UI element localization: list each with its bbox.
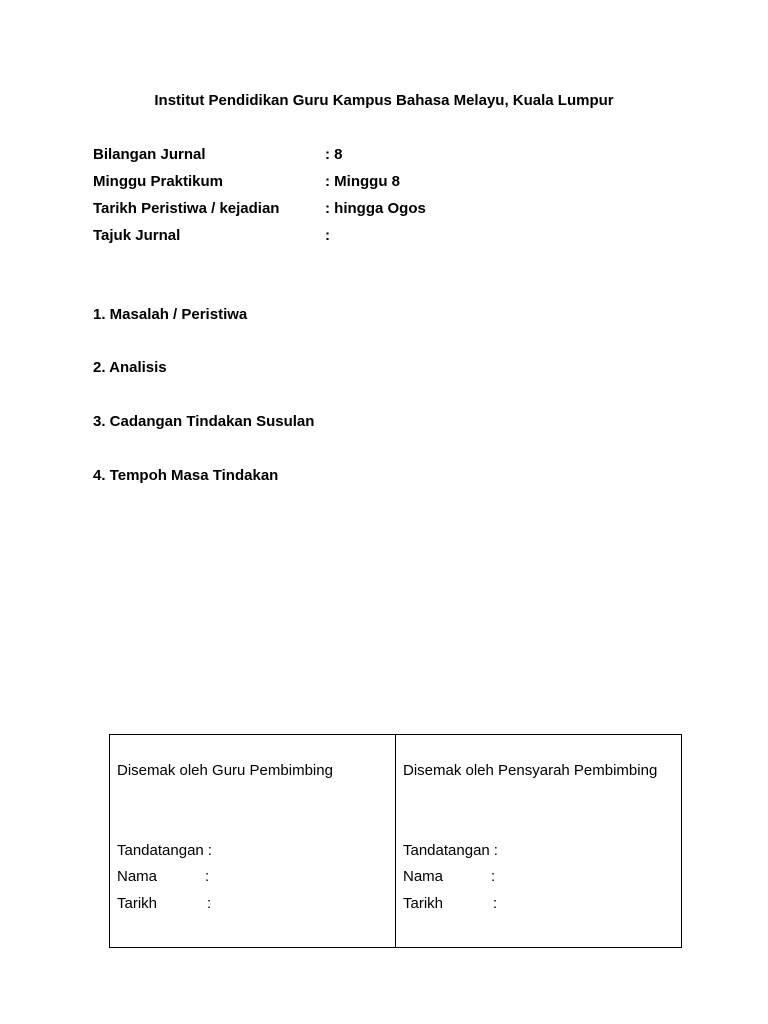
name-label: Nama [403, 868, 444, 885]
meta-label: Tajuk Jurnal [93, 227, 181, 244]
signature-line-tandatangan [403, 842, 498, 859]
signature-line-nama [117, 868, 210, 885]
signature-line-nama [403, 868, 496, 885]
colon: : [205, 868, 210, 885]
section-masalah-peristiwa: 1. Masalah / Peristiwa [93, 306, 248, 323]
colon: : [207, 895, 212, 912]
signature-cell-guru [110, 735, 395, 947]
signature-line-tarikh [117, 895, 212, 912]
signature-label: Tandatangan [117, 842, 204, 859]
signature-line-tandatangan [117, 842, 212, 859]
meta-value: : 8 [325, 146, 343, 163]
section-cadangan-tindakan: 3. Cadangan Tindakan Susulan [93, 413, 315, 430]
date-label: Tarikh [117, 895, 158, 912]
date-label: Tarikh [403, 895, 444, 912]
colon: : [207, 842, 212, 859]
meta-label: Minggu Praktikum [93, 173, 224, 190]
name-label: Nama [117, 868, 158, 885]
document-title: Institut Pendidikan Guru Kampus Bahasa Melayu, Kuala Lumpur [154, 92, 614, 109]
meta-value: : [325, 227, 330, 244]
section-tempoh-masa: 4. Tempoh Masa Tindakan [93, 467, 279, 484]
signature-label: Tandatangan [403, 842, 490, 859]
colon: : [493, 895, 498, 912]
signature-cell-pensyarah [395, 735, 681, 947]
colon: : [491, 868, 496, 885]
signature-line-tarikh [403, 895, 498, 912]
signature-table [109, 734, 682, 948]
meta-label: Bilangan Jurnal [93, 146, 206, 163]
signature-heading: Disemak oleh Pensyarah Pembimbing [403, 762, 658, 779]
section-analisis: 2. Analisis [93, 359, 167, 376]
colon: : [493, 842, 498, 859]
meta-label: Tarikh Peristiwa / kejadian [93, 200, 280, 217]
meta-value: : Minggu 8 [325, 173, 400, 190]
signature-heading: Disemak oleh Guru Pembimbing [117, 762, 333, 779]
meta-value: : hingga Ogos [325, 200, 426, 217]
